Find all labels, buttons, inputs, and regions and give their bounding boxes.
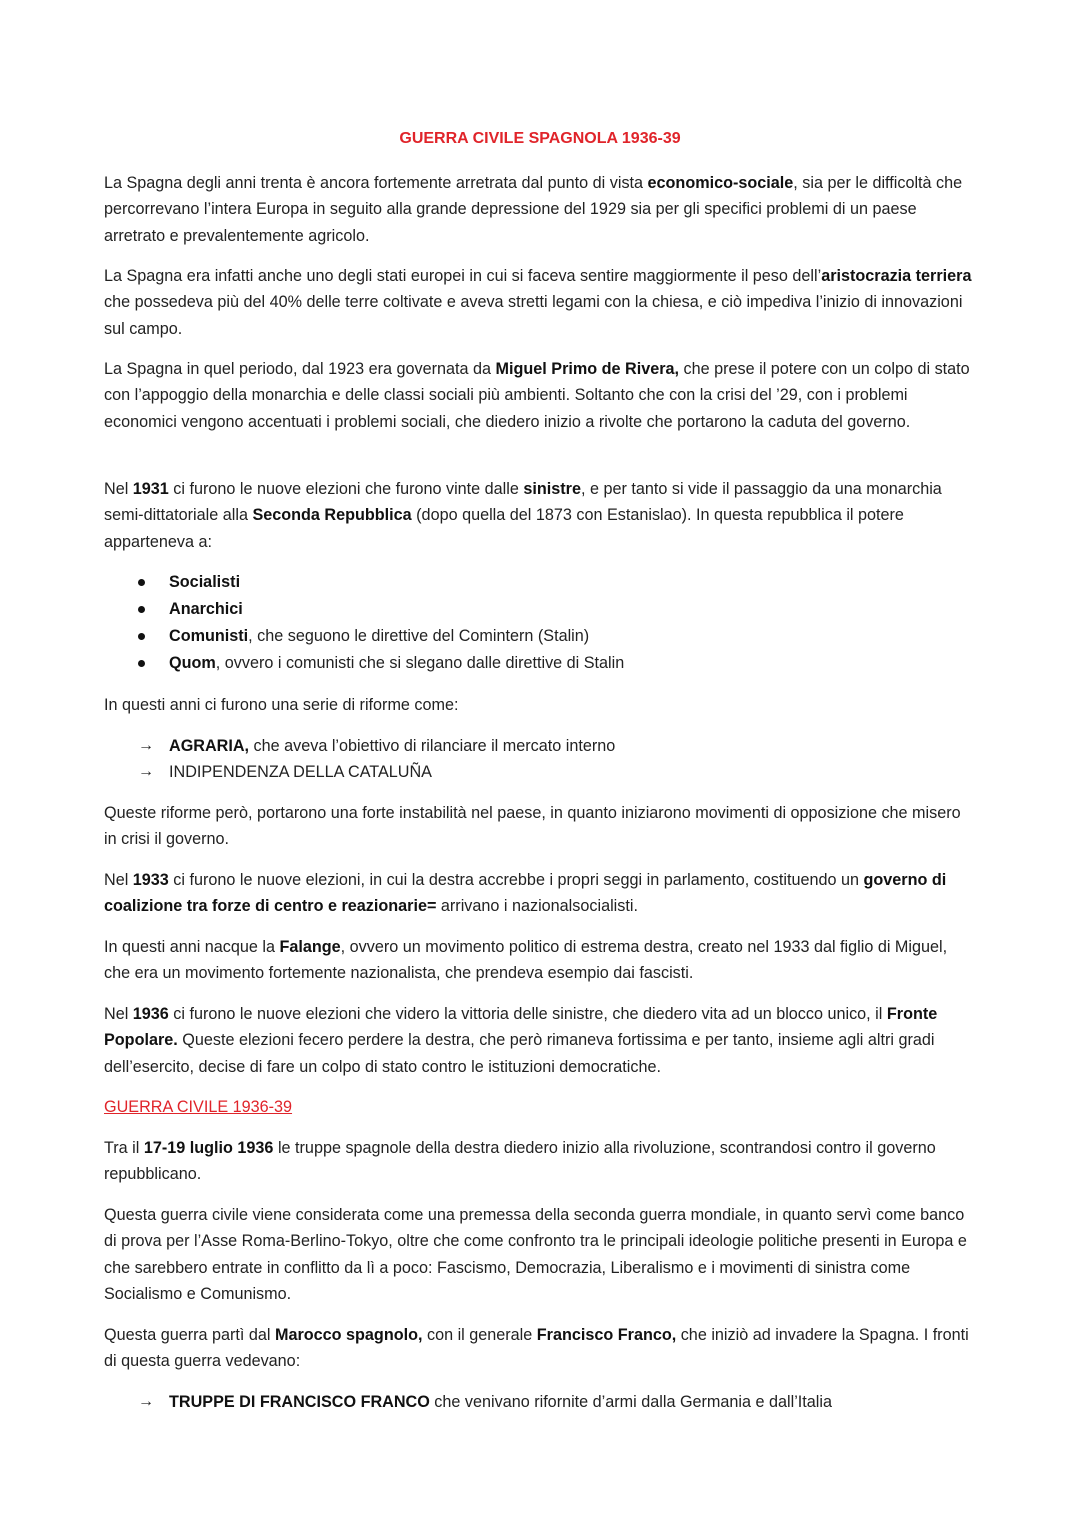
bullet-dot-icon xyxy=(138,579,145,586)
arrow-right-icon: → xyxy=(138,737,154,754)
paragraph-falange: In questi anni nacque la Falange, ovvero un movimento politico di estrema destra, creato nel 1933 dal figlio di Miguel, che era un movimento fortemente nazionalista, che prendeva esempio dai fascisti. xyxy=(104,938,948,983)
list-item: Comunisti, che seguono le direttive del Comintern (Stalin) xyxy=(104,623,904,650)
list-item: → TRUPPE DI FRANCISCO FRANCO che venivano rifornite d’armi dalla Germania e dall’Italia xyxy=(104,1389,944,1415)
list-item: → INDIPENDENZA DELLA CATALUÑA xyxy=(104,759,944,785)
bullet-dot-icon xyxy=(138,606,145,613)
paragraph-1931-elections: Nel 1931 ci furono le nuove elezioni che furono vinte dalle sinistre, e per tanto si vide il passaggio da una monarchia semi-dittatoriale alla Seconda Repubblica (dopo quella del 1873 con Estanislao). In questa repubblica il potere apparteneva a: xyxy=(104,480,942,551)
fronts-list xyxy=(104,1389,944,1415)
list-item: Quom, ovvero i comunisti che si slegano dalle direttive di Stalin xyxy=(104,650,904,677)
paragraph-july-1936: Tra il 17-19 luglio 1936 le truppe spagnole della destra diedero inizio alla rivoluzione, scontrandosi contro il governo repubblicano. xyxy=(104,1139,936,1184)
section-heading: GUERRA CIVILE 1936-39 xyxy=(104,1098,293,1116)
list-item: Anarchici xyxy=(104,596,904,623)
bullet-dot-icon xyxy=(138,633,145,640)
paragraph-instability: Queste riforme però, portarono una forte instabilità nel paese, in quanto iniziarono movimenti di opposizione che misero in crisi il governo. xyxy=(104,804,961,849)
list-item: Socialisti xyxy=(104,569,904,596)
paragraph-reforms-intro: In questi anni ci furono una serie di riforme come: xyxy=(104,696,459,714)
list-item: → AGRARIA, che aveva l’obiettivo di rilanciare il mercato interno xyxy=(104,733,944,759)
paragraph-1936-elections: Nel 1936 ci furono le nuove elezioni che videro la vittoria delle sinistre, che diedero vita ad un blocco unico, il Fronte Popolare. Queste elezioni fecero perdere la destra, che però rimaneva fortissima e per tanto, insieme agli altri gradi dell’esercito, decise di fare un colpo di stato contro le istituzioni democratiche. xyxy=(104,1005,938,1076)
document-title: GUERRA CIVILE SPAGNOLA 1936-39 xyxy=(399,130,681,147)
arrow-right-icon: → xyxy=(138,763,154,781)
paragraph-aristocracy: La Spagna era infatti anche uno degli stati europei in cui si faceva sentire maggiormente il peso dell’aristocrazia terriera che possedeva più del 40% delle terre coltivate e aveva stretti legami con la chiesa, e ciò impediva l’inizio di innovazioni sul campo. xyxy=(104,267,972,338)
power-holders-list xyxy=(104,569,904,677)
paragraph-marocco: Questa guerra partì dal Marocco spagnolo, con il generale Francisco Franco, che iniziò ad invadere la Spagna. I fronti di questa guerra vedevano: xyxy=(104,1326,969,1371)
reforms-list xyxy=(104,733,944,786)
arrow-right-icon: → xyxy=(138,1393,154,1410)
paragraph-premise-ww2: Questa guerra civile viene considerata come una premessa della seconda guerra mondiale, in quanto servì come banco di prova per l’Asse Roma-Berlino-Tokyo, oltre che come confronto tra le principali ideologie politiche presenti in Europa e che sarebbero entrate in conflitto da lì a poco: Fascismo, Democrazia, Liberalismo e i movimenti di sinistra come Socialismo e Comunismo. xyxy=(104,1206,967,1304)
paragraph-spain-economy: La Spagna degli anni trenta è ancora fortemente arretrata dal punto di vista economico-sociale, sia per le difficoltà che percorrevano l’intera Europa in seguito alla grande depressione del 1929 sia per gli specifici problemi di un paese arretrato e prevalentemente agricolo. xyxy=(104,174,963,245)
paragraph-1933-elections: Nel 1933 ci furono le nuove elezioni, in cui la destra accrebbe i propri seggi in parlamento, costituendo un governo di coalizione tra forze di centro e reazionarie= arrivano i nazionalsocialisti. xyxy=(104,871,947,916)
paragraph-primo-de-rivera: La Spagna in quel periodo, dal 1923 era governata da Miguel Primo de Rivera, che prese il potere con un colpo di stato con l’appoggio della monarchia e delle classi sociali più ambienti. Soltanto che con la crisi del ’29, con i problemi economici vengono accentuati i problemi sociali, che diedero inizio a rivolte che portarono la caduta del governo. xyxy=(104,360,970,431)
bullet-dot-icon xyxy=(138,660,145,667)
